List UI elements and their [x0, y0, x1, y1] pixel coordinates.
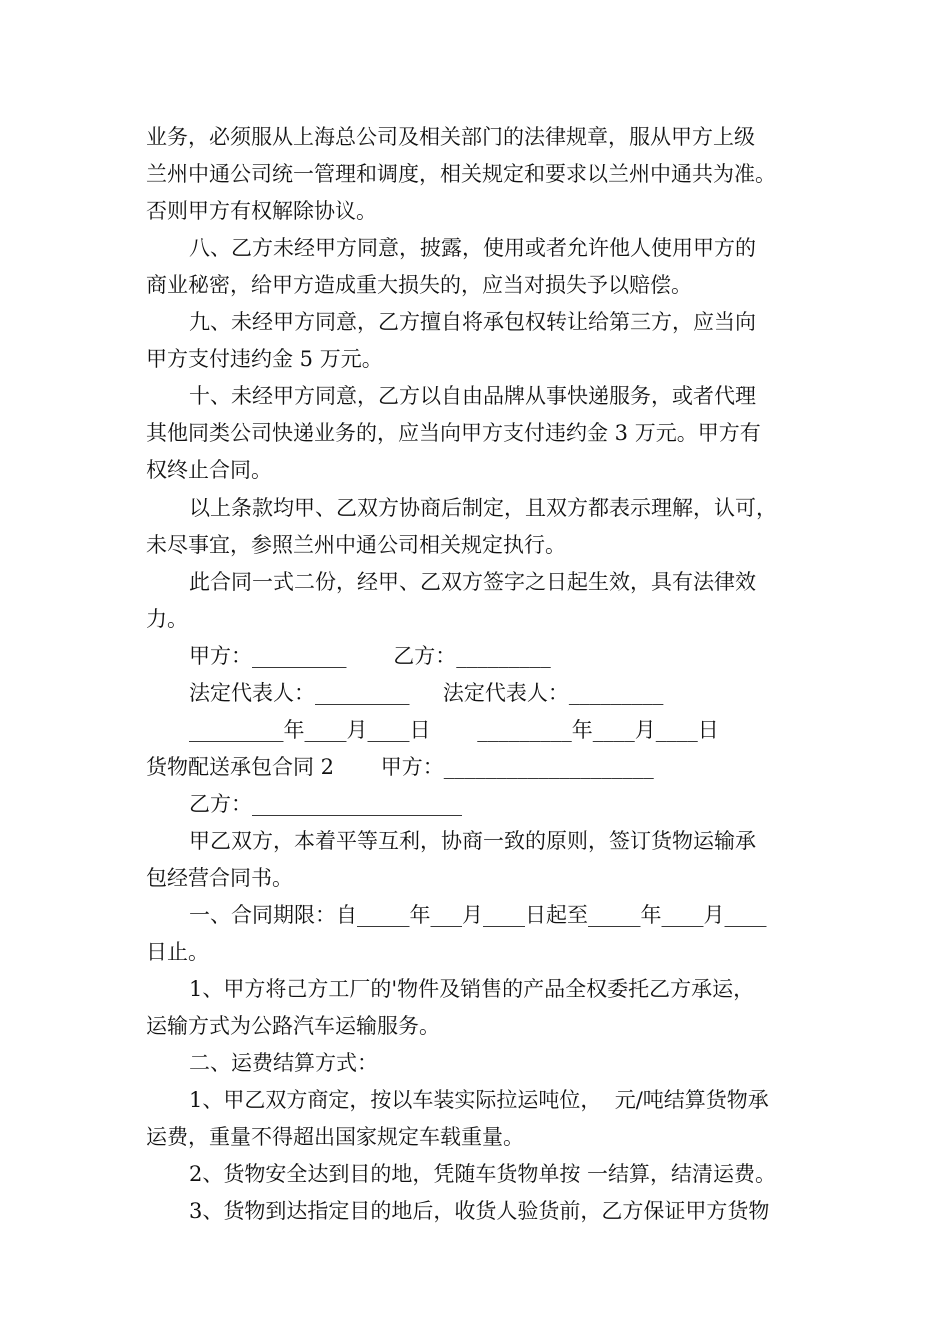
body-text-line: 包经营合同书。 — [146, 866, 293, 890]
body-text-line: 业务，必须服从上海总公司及相关部门的法律规章，服从甲方上级 — [146, 125, 755, 149]
section-2-heading: 二、运费结算方式： — [189, 1051, 378, 1075]
date-line: _________年____月____日 _________年____月____日 — [189, 718, 719, 742]
body-text-line: 其他同类公司快递业务的，应当向甲方支付违约金 3 万元。甲方有 — [146, 421, 761, 445]
legal-rep-line: 法定代表人：_________ 法定代表人：_________ — [189, 681, 664, 705]
contract-2-title-line: 货物配送承包合同 2 甲方：____________________ — [146, 755, 654, 779]
fee-item-2-line: 2、货物安全达到目的地，凭随车货物单按 一结算，结清运费。 — [189, 1162, 777, 1186]
preamble-line: 甲乙双方，本着平等互利，协商一致的原则，签订货物运输承 — [189, 829, 756, 853]
fee-item-1-line: 1、甲乙双方商定，按以车装实际拉运吨位， 元/吨结算货物承 — [189, 1088, 769, 1112]
clause-10-line: 十、未经甲方同意，乙方以自由品牌从事快递服务，或者代理 — [189, 384, 756, 408]
body-text-line: 否则甲方有权解除协议。 — [146, 199, 377, 223]
body-text-line: 运输方式为公路汽车运输服务。 — [146, 1014, 440, 1038]
effect-line: 此合同一式二份，经甲、乙双方签字之日起生效，具有法律效 — [189, 570, 756, 594]
summary-line: 以上条款均甲、乙双方协商后制定，且双方都表示理解，认可， — [189, 496, 777, 520]
body-text-line: 商业秘密，给甲方造成重大损失的，应当对损失予以赔偿。 — [146, 273, 692, 297]
body-text-line: 日止。 — [146, 940, 209, 964]
body-text-line: 未尽事宜，参照兰州中通公司相关规定执行。 — [146, 533, 566, 557]
signature-parties-line: 甲方：_________ 乙方：_________ — [189, 644, 551, 668]
body-text-line: 力。 — [146, 607, 188, 631]
fee-item-3-line: 3、货物到达指定目的地后，收货人验货前，乙方保证甲方货物 — [189, 1199, 770, 1223]
clause-9-line: 九、未经甲方同意，乙方擅自将承包权转让给第三方，应当向 — [189, 310, 756, 334]
body-text-line: 运费，重量不得超出国家规定车载重量。 — [146, 1125, 524, 1149]
body-text-line: 权终止合同。 — [146, 458, 272, 482]
body-text-line: 甲方支付违约金 5 万元。 — [146, 347, 383, 371]
body-text-line: 兰州中通公司统一管理和调度，相关规定和要求以兰州中通共为准。 — [146, 162, 776, 186]
term-line: 一、合同期限：自_____年___月____日起至_____年____月____ — [189, 903, 767, 927]
clause-8-line: 八、乙方未经甲方同意，披露，使用或者允许他人使用甲方的 — [189, 236, 756, 260]
party-b-line: 乙方：____________________ — [189, 792, 462, 816]
item-1-line: 1、甲方将己方工厂的'物件及销售的产品全权委托乙方承运， — [189, 977, 755, 1001]
